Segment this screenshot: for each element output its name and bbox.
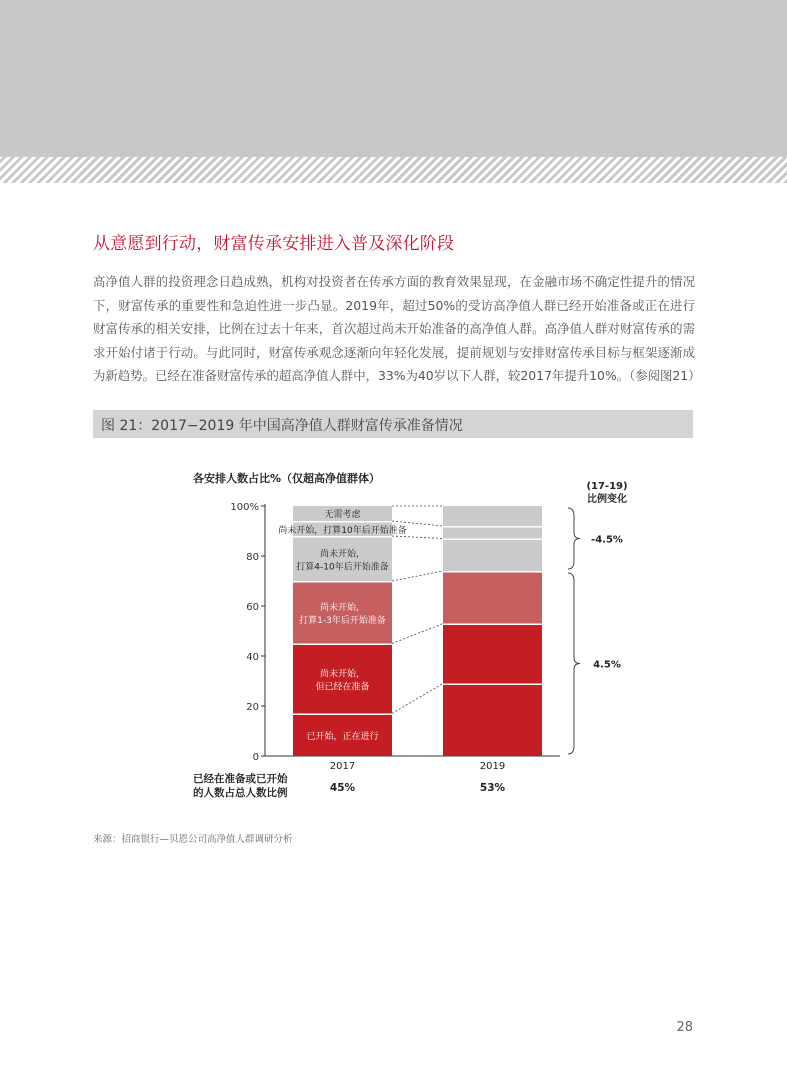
bar-segment-2019-3 — [443, 540, 542, 571]
y-tick-label: 20 — [246, 702, 259, 713]
summary-label-line2: 的人数占总人数比例 — [193, 787, 288, 799]
change-value-1: 4.5% — [593, 659, 621, 671]
y-tick-label: 60 — [246, 602, 259, 613]
source-note: 来源：招商银行—贝恩公司高净值人群调研分析 — [93, 834, 293, 845]
page-number: 28 — [676, 1020, 693, 1035]
y-tick-label: 80 — [246, 552, 259, 563]
bar-segment-2017-3 — [293, 538, 392, 582]
y-tick-label: 100% — [230, 502, 259, 513]
segment-label-0: 已开始，正在进行 — [306, 732, 379, 742]
y-tick-label: 40 — [246, 652, 259, 663]
figure-caption: 图 21：2017−2019 年中国高净值人群财富传承准备情况 — [101, 418, 463, 434]
summary-value-2017: 45% — [329, 782, 356, 794]
connector-line-0 — [392, 684, 443, 714]
chart-title: 各安排人数占比%（仅超高净值群体） — [193, 472, 381, 485]
body-paragraph: 高净值人群的投资理念日趋成熟，机构对投资者在传承方面的教育效果显现，在金融市场不确定性提升的情况下，财富传承的重要性和急迫性进一步凸显。2019年，超过50%的受访高净值人群已经开始准备或正在进行财富传承的相关安排，比例在过去十年来，首次超过尚未开始准备的高净值人群。高净值人群对财富传承的需求开始付诸于行动。与此同时，财富传承观念逐渐向年轻化发展，提前规划与安排财富传承目标与框架逐渐成为新趋势。已经在准备财富传承的超高净值人群中，33%为40岁以下人群，较2017年提升10%。（参阅图21） — [93, 274, 701, 383]
connector-line-2 — [392, 571, 443, 581]
segment-label-3: 尚未开始， — [319, 549, 366, 560]
change-brace-0 — [568, 508, 580, 569]
section-title: 从意愿到行动，财富传承安排进入普及深化阶段 — [93, 234, 455, 254]
y-tick-label: 0 — [252, 752, 259, 763]
change-header-line2: 比例变化 — [587, 494, 627, 505]
bar-segment-2019-0 — [443, 685, 542, 756]
change-brace-1 — [568, 573, 580, 754]
connector-line-1 — [392, 624, 443, 644]
segment-label-2: 打算1-3年后开始准备 — [299, 616, 386, 626]
change-value-0: -4.5% — [591, 534, 623, 546]
bar-segment-2019-2 — [443, 573, 542, 624]
summary-value-2019: 53% — [479, 782, 506, 794]
segment-label-5: 无需考虑 — [324, 510, 361, 520]
bar-segment-2019-1 — [443, 625, 542, 684]
bar-segment-2019-5 — [443, 506, 542, 526]
segment-label-4: 尚未开始，打算10年后开始准备 — [278, 525, 407, 536]
connector-line-3 — [392, 536, 443, 539]
segment-label-1: 尚未开始， — [319, 669, 366, 680]
segment-label-1: 但已经在准备 — [315, 682, 370, 693]
segment-label-2: 尚未开始， — [319, 603, 366, 613]
bar-segment-2019-4 — [443, 528, 542, 539]
bar-segment-2017-2 — [293, 583, 392, 644]
x-tick-label-2019: 2019 — [479, 761, 506, 772]
x-tick-label-2017: 2017 — [329, 761, 356, 772]
bar-segment-2017-1 — [293, 645, 392, 714]
change-header-line1: (17-19) — [586, 481, 628, 492]
summary-label-line1: 已经在准备或已开始 — [193, 773, 288, 785]
segment-label-3: 打算4-10年后开始准备 — [296, 562, 389, 573]
